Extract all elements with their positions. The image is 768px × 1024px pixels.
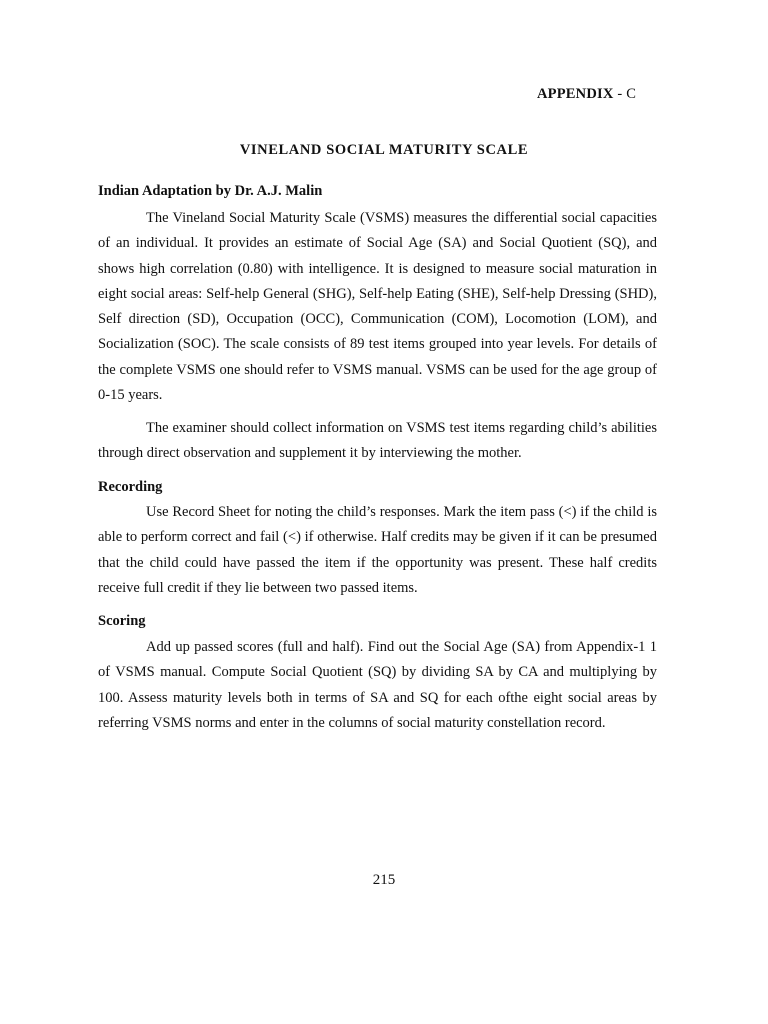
appendix-letter: - C	[617, 86, 637, 102]
recording-heading: Recording	[98, 479, 163, 495]
intro-paragraph-2: The examiner should collect information on VSMS test items regarding child’s abilities through direct observation and supplement it by interviewing the mother.	[98, 420, 657, 462]
appendix-label	[537, 86, 636, 103]
intro-heading: Indian Adaptation by Dr. A.J. Malin	[98, 183, 323, 199]
intro-paragraph-1: The Vineland Social Maturity Scale (VSMS) measures the differential social capacities of an individual. It provides an estimate of Social Age (SA) and Social Quotient (SQ), and shows high correlation (0.80) with intelligence. It is designed to measure social maturation in eight social areas: Self-help General (SHG), Self-help Eating (SHE), Self-help Dressing (SHD), Self direction (SD), Occupation (OCC), Communication (COM), Locomotion (LOM), and Socialization (SOC). The scale consists of 89 test items grouped into year levels. For details of the complete VSMS one should refer to VSMS manual. VSMS can be used for the age group of 0-15 years.	[98, 210, 657, 404]
scoring-paragraph: Add up passed scores (full and half). Find out the Social Age (SA) from Appendix-1 1 of VSMS manual. Compute Social Quotient (SQ) by dividing SA by CA and multiplying by 100. Assess maturity levels both in terms of SA and SQ for each ofthe eight social areas by referring VSMS norms and enter in the columns of social maturity constellation record.	[98, 639, 657, 731]
page-number: 215	[372, 872, 396, 888]
recording-paragraph: Use Record Sheet for noting the child’s responses. Mark the item pass (<) if the child is able to perform correct and fail (<) if otherwise. Half credits may be given if it can be presumed that the child could have passed the item if the opportunity was present. These half credits receive full credit if they lie between two passed items.	[98, 504, 657, 596]
page-title: VINELAND SOCIAL MATURITY SCALE	[239, 142, 529, 158]
appendix-label-text: APPENDIX	[537, 86, 614, 102]
scoring-heading: Scoring	[98, 613, 146, 629]
